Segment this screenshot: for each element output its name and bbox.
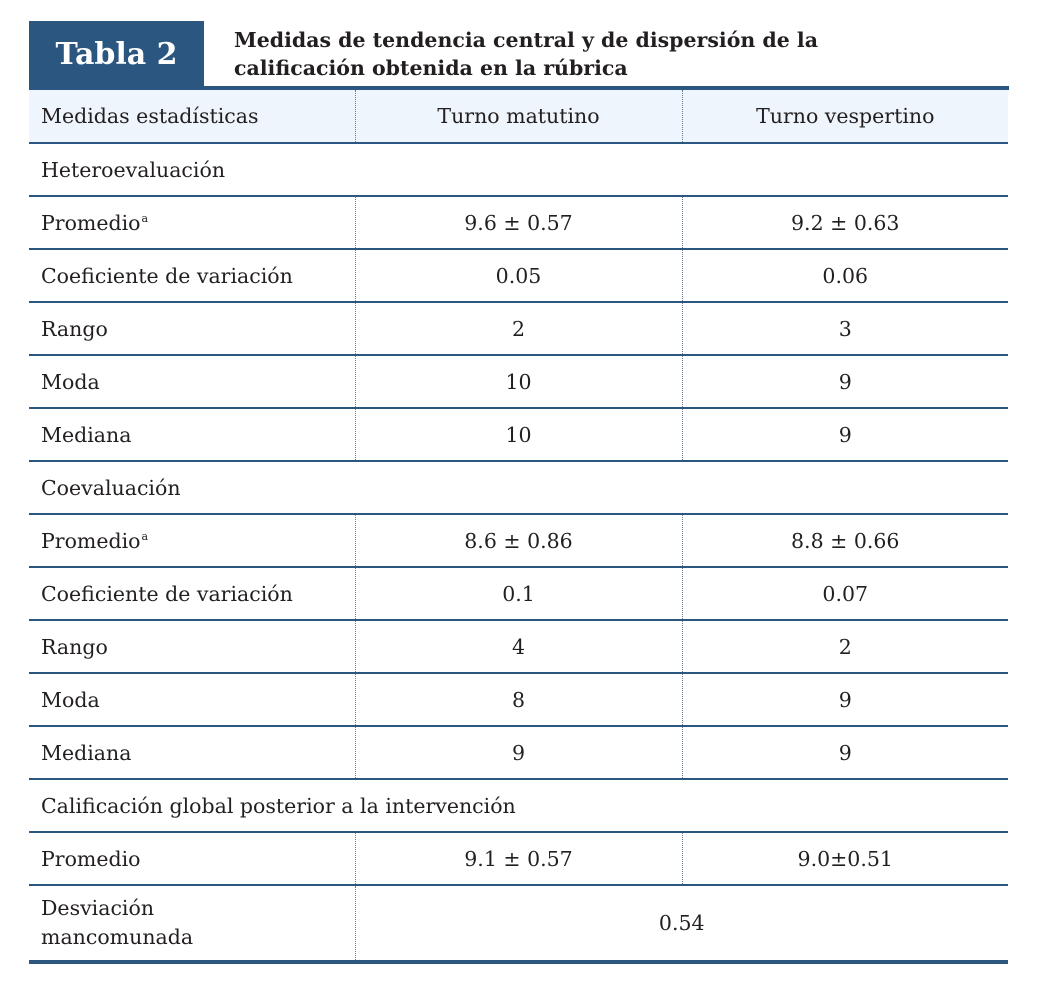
pooled-label-line-1: Desviación [41,896,155,920]
row-label: Coeficiente de variación [41,263,293,288]
header-measures: Medidas estadísticas [29,90,355,143]
caption-line-1: Medidas de tendencia central y de dispersión de la [234,28,818,52]
morning-value: 0.05 [355,249,682,302]
evening-value: 9 [682,726,1008,779]
header-row [29,90,1008,143]
row-label: Mediana [41,422,132,447]
evening-value: 2 [682,620,1008,673]
table-row [29,408,1008,461]
row-label-cell [29,832,355,885]
row-label: Coeficiente de variación [41,581,293,606]
row-label-cell [29,726,355,779]
pooled-label-line-2: mancomunada [41,925,194,949]
pooled-deviation-row [29,885,1008,962]
table-row [29,514,1008,567]
header-evening-shift: Turno vespertino [682,90,1008,143]
evening-value: 9 [682,673,1008,726]
morning-value: 0.1 [355,567,682,620]
evening-value: 9.0±0.51 [682,832,1008,885]
table-label-badge [29,21,204,88]
morning-value: 9 [355,726,682,779]
row-label-cell [29,249,355,302]
section-row [29,779,1008,832]
morning-value: 9.1 ± 0.57 [355,832,682,885]
evening-value: 9 [682,408,1008,461]
header-morning-shift: Turno matutino [355,90,682,143]
row-label-cell [29,620,355,673]
morning-value: 2 [355,302,682,355]
row-label-cell [29,673,355,726]
row-label: Moda [41,369,100,394]
evening-value: 8.8 ± 0.66 [682,514,1008,567]
table-caption [234,26,934,82]
table-row [29,567,1008,620]
row-label-cell [29,196,355,249]
footnote-marker: a [141,211,149,225]
table-row [29,726,1008,779]
evening-value: 3 [682,302,1008,355]
evening-value: 0.07 [682,567,1008,620]
section-title: Heteroevaluación [29,143,1008,196]
table-row [29,832,1008,885]
footnote-marker: a [141,529,149,543]
row-label: Rango [41,316,108,341]
table-row [29,355,1008,408]
morning-value: 8 [355,673,682,726]
row-label: Promedio [41,210,141,235]
table-row [29,249,1008,302]
row-label: Rango [41,634,108,659]
evening-value: 9.2 ± 0.63 [682,196,1008,249]
row-label-cell [29,567,355,620]
row-label-cell [29,302,355,355]
pooled-label-cell [29,885,355,962]
morning-value: 8.6 ± 0.86 [355,514,682,567]
row-label-cell [29,514,355,567]
evening-value: 9 [682,355,1008,408]
pooled-value: 0.54 [355,885,1008,962]
morning-value: 9.6 ± 0.57 [355,196,682,249]
table-row [29,620,1008,673]
section-row [29,143,1008,196]
evening-value: 0.06 [682,249,1008,302]
section-title: Calificación global posterior a la intervención [29,779,1008,832]
table-body [29,143,1008,962]
statistics-table [29,90,1008,964]
row-label: Promedio [41,528,141,553]
section-title: Coevaluación [29,461,1008,514]
table-row [29,673,1008,726]
caption-line-2: calificación obtenida en la rúbrica [234,56,628,80]
row-label: Moda [41,687,100,712]
morning-value: 10 [355,408,682,461]
section-row [29,461,1008,514]
table-label: Tabla 2 [55,37,178,72]
row-label-cell [29,355,355,408]
row-label: Mediana [41,740,132,765]
table-row [29,196,1008,249]
morning-value: 10 [355,355,682,408]
row-label: Promedio [41,846,141,871]
row-label-cell [29,408,355,461]
morning-value: 4 [355,620,682,673]
table-row [29,302,1008,355]
